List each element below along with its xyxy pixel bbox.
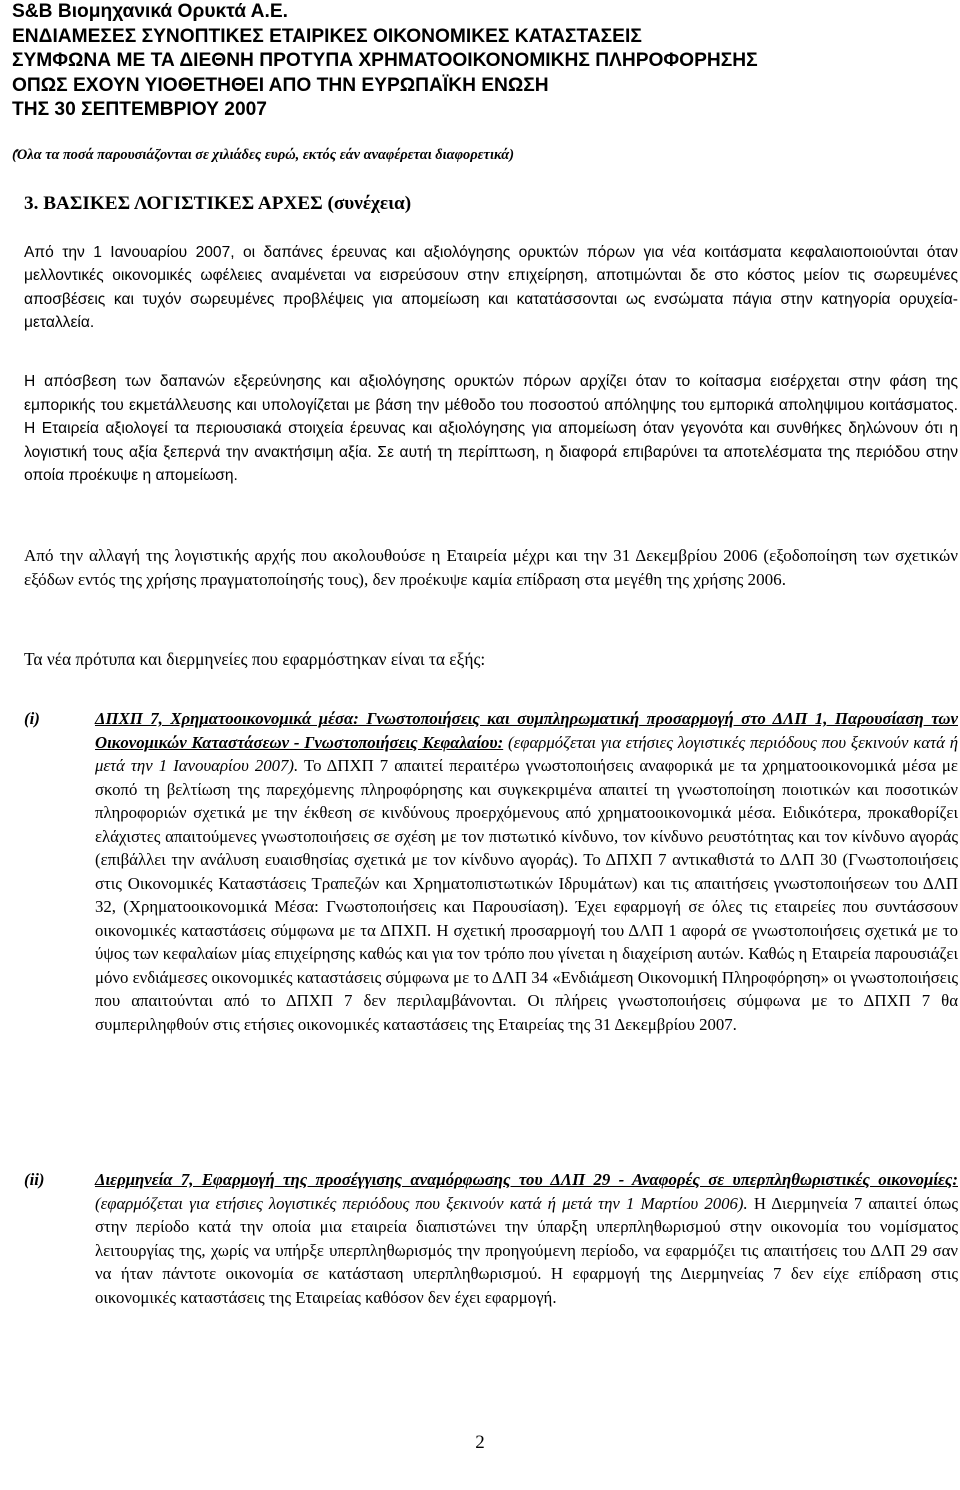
item-applicability: (εφαρμόζεται για ετήσιες λογιστικές περιόδους που ξεκινούν κατά ή μετά την 1 Ιανουαρίου 2007). xyxy=(95,732,959,775)
report-date: ΤΗΣ 30 ΣΕΠΤΕΜΒΡΙΟΥ 2007 xyxy=(12,99,267,120)
report-title-line-3: ΟΠΩΣ ΕΧΟΥΝ ΥΙΟΘΕΤΗΘΕΙ ΑΠΟ ΤΗΝ ΕΥΡΩΠΑΪΚΗ ΕΝΩΣΗ xyxy=(12,74,549,96)
company-name: S&B Βιομηχανικά Ορυκτά Α.Ε. xyxy=(12,1,288,22)
amounts-note: (Όλα τα ποσά παρουσιάζονται σε χιλιάδες ευρώ, εκτός εάν αναφέρεται διαφορετικά) xyxy=(12,147,515,163)
item-number: (i) xyxy=(24,709,40,728)
item-body: Το ΔΠΧΠ 7 απαιτεί περαιτέρω γνωστοποιήσεις αναφορικά με τα χρηματοοικονομικά μέσα με σκοπό τη βελτίωση της παρεχόμενης πληροφόρησης και συγκεκριμένα απαιτεί τη γνωστοποίηση ποιοτικών και ποσοτικών πληροφοριών σχετικά με την έκθεση σε κινδύνους προερχόμενους από χρηματοοικονομικά μέσα. Ειδικότερα, προκαθορίζει ελάχιστες απαιτούμενες γνωστοποιήσεις σε σχέση με τον πιστωτικό κίνδυνο, τον κίνδυνο ρευστότητας και τον κίνδυνο αγοράς (επιβάλλει την ανάλυση ευαισθησίας σχετικά με τον κίνδυνο αγοράς). Το ΔΠΧΠ 7 αντικαθιστά το ΔΛΠ 30 (Γνωστοποιήσεις στις Οικονομικές Καταστάσεις Τραπεζών και Χρηματοπιστωτικών Ιδρυμάτων) και τις απαιτήσεις γνωστοποιήσεων του ΔΛΠ 32, (Χρηματοοικονομικά Μέσα: Γνωστοποιήσεις και Παρουσίαση). Έχει εφαρμογή σε όλες τις εταιρείες που συντάσσουν οικονομικές καταστάσεις σύμφωνα με τα ΔΠΧΠ. Η σχετική προσαρμογή του ΔΛΠ 1 αφορά σε γνωστοποιήσεις σχετικά με το ύψος των κεφαλαίων μίας επιχείρησης καθώς και για τον τρόπο που γίνεται η διαχείριση αυτών. Καθώς η Εταιρεία παρουσιάζει μόνο ενδιάμεσες οικονομικές καταστάσεις σύμφωνα με το ΔΛΠ 34 «Ενδιάμεση Οικονομική Πληροφόρηση» οι γνωστοποιήσεις που απαιτούνται από το ΔΠΧΠ 7 δεν περιλαμβάνονται. Οι πλήρεις γνωστοποιήσεις σύμφωνα με το ΔΠΧΠ 7 θα συμπεριληφθούν στις ετήσιες οικονομικές καταστάσεις της Εταιρείας της 31 Δεκεμβρίου 2007. xyxy=(95,756,958,1034)
paragraph-policy-change: Από την αλλαγή της λογιστικής αρχής που ακολουθούσε η Εταιρεία μέχρι και την 31 Δεκεμβρίου 2006 (εξοδοποίηση των σχετικών εξόδων εντός της χρήσης πραγματοποίησής τους), δεν προέκυψε καμία επίδραση στα μεγέθη της χρήσης 2006. xyxy=(24,546,958,589)
page-number: 2 xyxy=(475,1432,485,1453)
item-text xyxy=(95,707,958,1036)
paragraph-capitalisation: Από την 1 Ιανουαρίου 2007, οι δαπάνες έρευνας και αξιολόγησης ορυκτών πόρων για νέα κοιτάσματα κεφαλαιοποιούνται όταν μελλοντικές οικονομικές ωφέλειες αναμένεται να εισρεύσουν στην επιχείρηση, αποτιμώνται δε στο κόστος μείον τις σωρευμένες αποσβέσεις και τυχόν σωρευμένες προβλέψεις για απομείωση και κατατάσσονται ως ενσώματα πάγια στην κατηγορία ορυχεία-μεταλλεία. xyxy=(24,244,958,332)
item-heading: ΔΠΧΠ 7, Χρηματοοικονομικά μέσα: Γνωστοποιήσεις και συμπληρωματική προσαρμογή στο ΔΛΠ 1, Παρουσίαση των Οικονομικών Καταστάσεων - Γνωστοποιήσεις Κεφαλαίου: xyxy=(95,709,958,752)
item-body: Η Διερμηνεία 7 απαιτεί όπως στην περίοδο κατά την οποία μια εταιρεία διαπιστώνει την ύπαρξη υπερπληθωρισμού στην οικονομία του νομίσματος λειτουργίας της, χωρίς να υπήρξε υπερπληθωρισμός την προηγούμενη περίοδο, να εφαρμόζει τις απαιτήσεις του ΔΛΠ 29 σαν να ήταν πάντοτε οικονομία σε κατάσταση υπερπληθωρισμού. Η εφαρμογή της Διερμηνείας 7 δεν είχε επίδραση στις οικονομικές καταστάσεις της Εταιρείας καθόσον δεν έχει εφαρμογή. xyxy=(95,1193,958,1307)
item-heading: Διερμηνεία 7, Εφαρμογή της προσέγγισης αναμόρφωσης του ΔΛΠ 29 - Αναφορές σε υπερπληθωριστικές οικονομίες: xyxy=(95,1170,958,1189)
paragraph-amortisation: Η απόσβεση των δαπανών εξερεύνησης και αξιολόγησης ορυκτών πόρων αρχίζει όταν το κοίτασμα εισέρχεται στην φάση της εμπορικής του εκμετάλλευσης και υπολογίζεται με βάση την μέθοδο του ποσοστού απόληψης του εμπορικά αποληψιμου κοιτάσματος. Η Εταιρεία αξιολογεί τα περιουσιακά στοιχεία έρευνας και αξιολόγησης για απομείωση όταν γεγονότα και συνθήκες δηλώνουν ότι η λογιστική τους αξία ξεπερνά την ανακτήσιμη αξία. Σε αυτή τη περίπτωση, η διαφορά επιβαρύνει τα αποτελέσματα της περιόδου στην οποία προέκυψε η απομείωση. xyxy=(24,373,958,485)
report-header xyxy=(12,0,952,123)
item-applicability: (εφαρμόζεται για ετήσιες λογιστικές περιόδους που ξεκινούν κατά ή μετά την 1 Μαρτίου 2006). xyxy=(95,1193,748,1213)
item-number: (ii) xyxy=(24,1170,45,1189)
report-title-line-2: ΣΥΜΦΩΝΑ ΜΕ ΤΑ ΔΙΕΘΝΗ ΠΡΟΤΥΠΑ ΧΡΗΜΑΤΟΟΙΚΟΝΟΜΙΚΗΣ ΠΛΗΡΟΦΟΡΗΣΗΣ xyxy=(12,50,758,71)
report-title-line-1: ΕΝΔΙΑΜΕΣΕΣ ΣΥΝΟΠΤΙΚΕΣ ΕΤΑΙΡΙΚΕΣ ΟΙΚΟΝΟΜΙΚΕΣ ΚΑΤΑΣΤΑΣΕΙΣ xyxy=(12,25,642,47)
item-text xyxy=(95,1168,958,1309)
section-title: 3. ΒΑΣΙΚΕΣ ΛΟΓΙΣΤΙΚΕΣ ΑΡΧΕΣ (συνέχεια) xyxy=(24,193,412,214)
paragraph-new-standards-intro: Τα νέα πρότυπα και διερμηνείες που εφαρμόστηκαν είναι τα εξής: xyxy=(24,649,486,669)
